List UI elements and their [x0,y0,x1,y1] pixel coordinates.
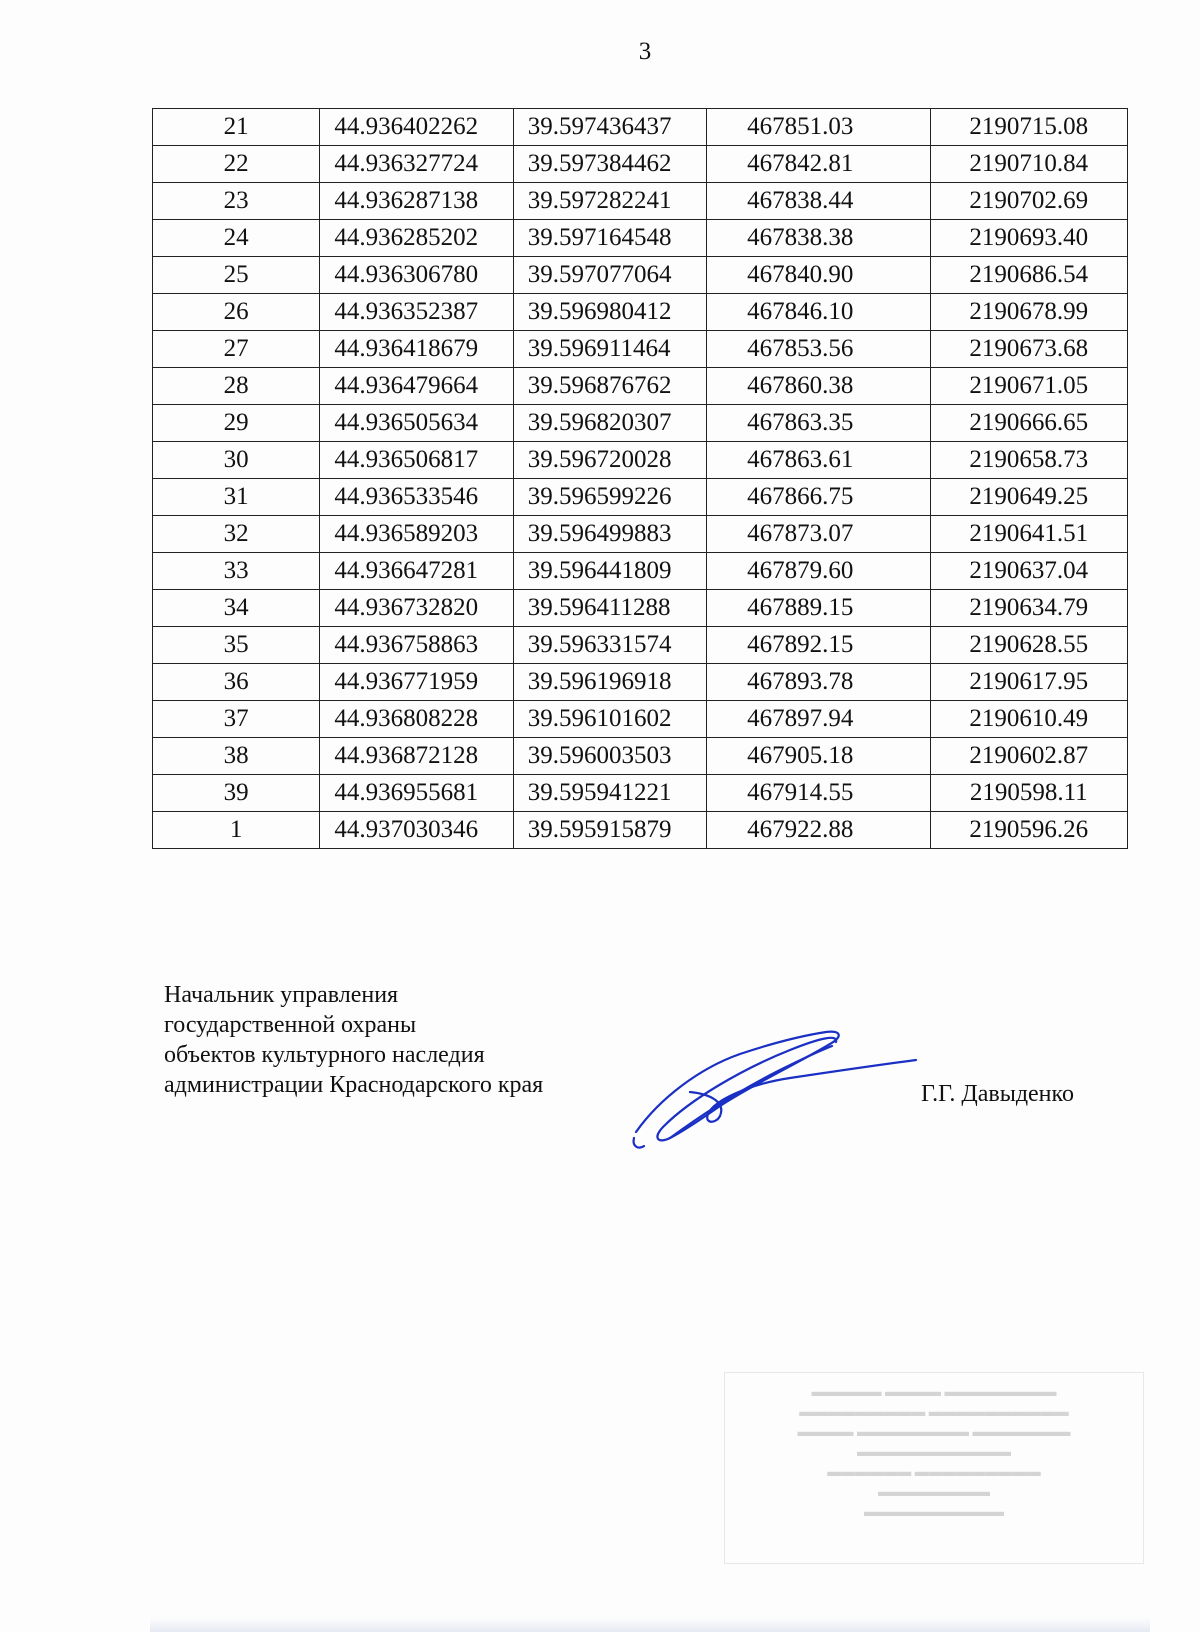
table-row [153,812,1128,849]
stamp-line: ▬▬▬▬▬▬ ▬▬▬▬▬▬▬▬▬ [827,1465,1041,1480]
longitude-cell: 39.596820307 [513,405,706,442]
longitude-cell: 39.596441809 [513,553,706,590]
latitude-cell: 44.937030346 [320,812,513,849]
x-coordinate-cell: 467897.94 [707,701,930,738]
point-number-cell: 31 [153,479,320,516]
x-coordinate-cell: 467838.44 [707,183,930,220]
latitude-cell: 44.936287138 [320,183,513,220]
longitude-cell: 39.597282241 [513,183,706,220]
y-coordinate-cell: 2190602.87 [930,738,1127,775]
longitude-cell: 39.597436437 [513,109,706,146]
y-coordinate-cell: 2190715.08 [930,109,1127,146]
stamp-line: ▬▬▬▬▬▬▬▬▬▬ [864,1505,1004,1520]
x-coordinate-cell: 467879.60 [707,553,930,590]
longitude-cell: 39.596003503 [513,738,706,775]
signatory-title-line: Начальник управления [164,982,399,1008]
y-coordinate-cell: 2190617.95 [930,664,1127,701]
x-coordinate-cell: 467863.35 [707,405,930,442]
stamp-line: ▬▬▬▬▬▬▬▬▬ ▬▬▬▬▬▬▬▬▬▬ [799,1405,1069,1420]
table-row [153,479,1128,516]
table-row [153,183,1128,220]
point-number-cell: 27 [153,331,320,368]
longitude-cell: 39.596331574 [513,627,706,664]
latitude-cell: 44.936732820 [320,590,513,627]
signatory-title-line: государственной охраны [164,1012,417,1038]
stamp-line: ▬▬▬▬▬▬▬▬▬▬▬ [857,1445,1011,1460]
table-row [153,368,1128,405]
y-coordinate-cell: 2190641.51 [930,516,1127,553]
y-coordinate-cell: 2190710.84 [930,146,1127,183]
signatory-title-line: объектов культурного наследия [164,1042,485,1068]
latitude-cell: 44.936771959 [320,664,513,701]
latitude-cell: 44.936506817 [320,442,513,479]
table-row [153,590,1128,627]
table-row [153,442,1128,479]
point-number-cell: 30 [153,442,320,479]
point-number-cell: 25 [153,257,320,294]
x-coordinate-cell: 467838.38 [707,220,930,257]
signatory-title-line: администрации Краснодарского края [164,1072,544,1098]
longitude-cell: 39.597384462 [513,146,706,183]
x-coordinate-cell: 467866.75 [707,479,930,516]
point-number-cell: 23 [153,183,320,220]
longitude-cell: 39.596876762 [513,368,706,405]
longitude-cell: 39.596720028 [513,442,706,479]
x-coordinate-cell: 467873.07 [707,516,930,553]
stamp-line: ▬▬▬▬▬▬▬▬ [878,1485,990,1500]
table-row [153,405,1128,442]
latitude-cell: 44.936402262 [320,109,513,146]
x-coordinate-cell: 467851.03 [707,109,930,146]
coordinates-table [152,108,1128,849]
table-row [153,701,1128,738]
latitude-cell: 44.936479664 [320,368,513,405]
latitude-cell: 44.936872128 [320,738,513,775]
table-row [153,516,1128,553]
stamp-line: ▬▬▬▬ ▬▬▬▬▬▬▬▬ ▬▬▬▬▬▬▬ [797,1425,1071,1440]
latitude-cell: 44.936352387 [320,294,513,331]
longitude-cell: 39.596499883 [513,516,706,553]
latitude-cell: 44.936327724 [320,146,513,183]
table-row [153,331,1128,368]
point-number-cell: 1 [153,812,320,849]
longitude-cell: 39.597164548 [513,220,706,257]
x-coordinate-cell: 467889.15 [707,590,930,627]
y-coordinate-cell: 2190610.49 [930,701,1127,738]
latitude-cell: 44.936505634 [320,405,513,442]
point-number-cell: 28 [153,368,320,405]
page-number: 3 [638,38,652,65]
y-coordinate-cell: 2190702.69 [930,183,1127,220]
point-number-cell: 33 [153,553,320,590]
point-number-cell: 26 [153,294,320,331]
y-coordinate-cell: 2190658.73 [930,442,1127,479]
point-number-cell: 34 [153,590,320,627]
table-row [153,220,1128,257]
y-coordinate-cell: 2190666.65 [930,405,1127,442]
faded-stamp-watermark [724,1372,1144,1564]
longitude-cell: 39.595915879 [513,812,706,849]
x-coordinate-cell: 467842.81 [707,146,930,183]
longitude-cell: 39.596911464 [513,331,706,368]
latitude-cell: 44.936955681 [320,775,513,812]
latitude-cell: 44.936306780 [320,257,513,294]
handwritten-signature [630,1020,920,1160]
latitude-cell: 44.936285202 [320,220,513,257]
point-number-cell: 38 [153,738,320,775]
longitude-cell: 39.595941221 [513,775,706,812]
y-coordinate-cell: 2190628.55 [930,627,1127,664]
x-coordinate-cell: 467893.78 [707,664,930,701]
signatory-title [164,980,543,1100]
latitude-cell: 44.936808228 [320,701,513,738]
x-coordinate-cell: 467914.55 [707,775,930,812]
stamp-line: ▬▬▬▬▬ ▬▬▬▬ ▬▬▬▬▬▬▬▬ [811,1385,1057,1400]
table-row [153,775,1128,812]
x-coordinate-cell: 467860.38 [707,368,930,405]
x-coordinate-cell: 467840.90 [707,257,930,294]
longitude-cell: 39.596411288 [513,590,706,627]
x-coordinate-cell: 467922.88 [707,812,930,849]
latitude-cell: 44.936589203 [320,516,513,553]
point-number-cell: 37 [153,701,320,738]
table-row [153,627,1128,664]
table-row [153,664,1128,701]
coordinates-table-body [153,109,1128,849]
y-coordinate-cell: 2190649.25 [930,479,1127,516]
scan-edge-shadow [150,1618,1150,1632]
y-coordinate-cell: 2190634.79 [930,590,1127,627]
y-coordinate-cell: 2190671.05 [930,368,1127,405]
point-number-cell: 24 [153,220,320,257]
point-number-cell: 22 [153,146,320,183]
longitude-cell: 39.597077064 [513,257,706,294]
table-row [153,146,1128,183]
x-coordinate-cell: 467892.15 [707,627,930,664]
y-coordinate-cell: 2190678.99 [930,294,1127,331]
point-number-cell: 32 [153,516,320,553]
table-row [153,109,1128,146]
longitude-cell: 39.596599226 [513,479,706,516]
longitude-cell: 39.596980412 [513,294,706,331]
latitude-cell: 44.936533546 [320,479,513,516]
table-row [153,294,1128,331]
x-coordinate-cell: 467846.10 [707,294,930,331]
y-coordinate-cell: 2190637.04 [930,553,1127,590]
point-number-cell: 21 [153,109,320,146]
latitude-cell: 44.936758863 [320,627,513,664]
longitude-cell: 39.596196918 [513,664,706,701]
x-coordinate-cell: 467853.56 [707,331,930,368]
point-number-cell: 29 [153,405,320,442]
table-row [153,738,1128,775]
x-coordinate-cell: 467863.61 [707,442,930,479]
table-row [153,257,1128,294]
y-coordinate-cell: 2190598.11 [930,775,1127,812]
point-number-cell: 39 [153,775,320,812]
y-coordinate-cell: 2190693.40 [930,220,1127,257]
signatory-name: Г.Г. Давыденко [921,1081,1074,1107]
point-number-cell: 36 [153,664,320,701]
y-coordinate-cell: 2190686.54 [930,257,1127,294]
y-coordinate-cell: 2190596.26 [930,812,1127,849]
y-coordinate-cell: 2190673.68 [930,331,1127,368]
point-number-cell: 35 [153,627,320,664]
longitude-cell: 39.596101602 [513,701,706,738]
x-coordinate-cell: 467905.18 [707,738,930,775]
latitude-cell: 44.936418679 [320,331,513,368]
table-row [153,553,1128,590]
latitude-cell: 44.936647281 [320,553,513,590]
